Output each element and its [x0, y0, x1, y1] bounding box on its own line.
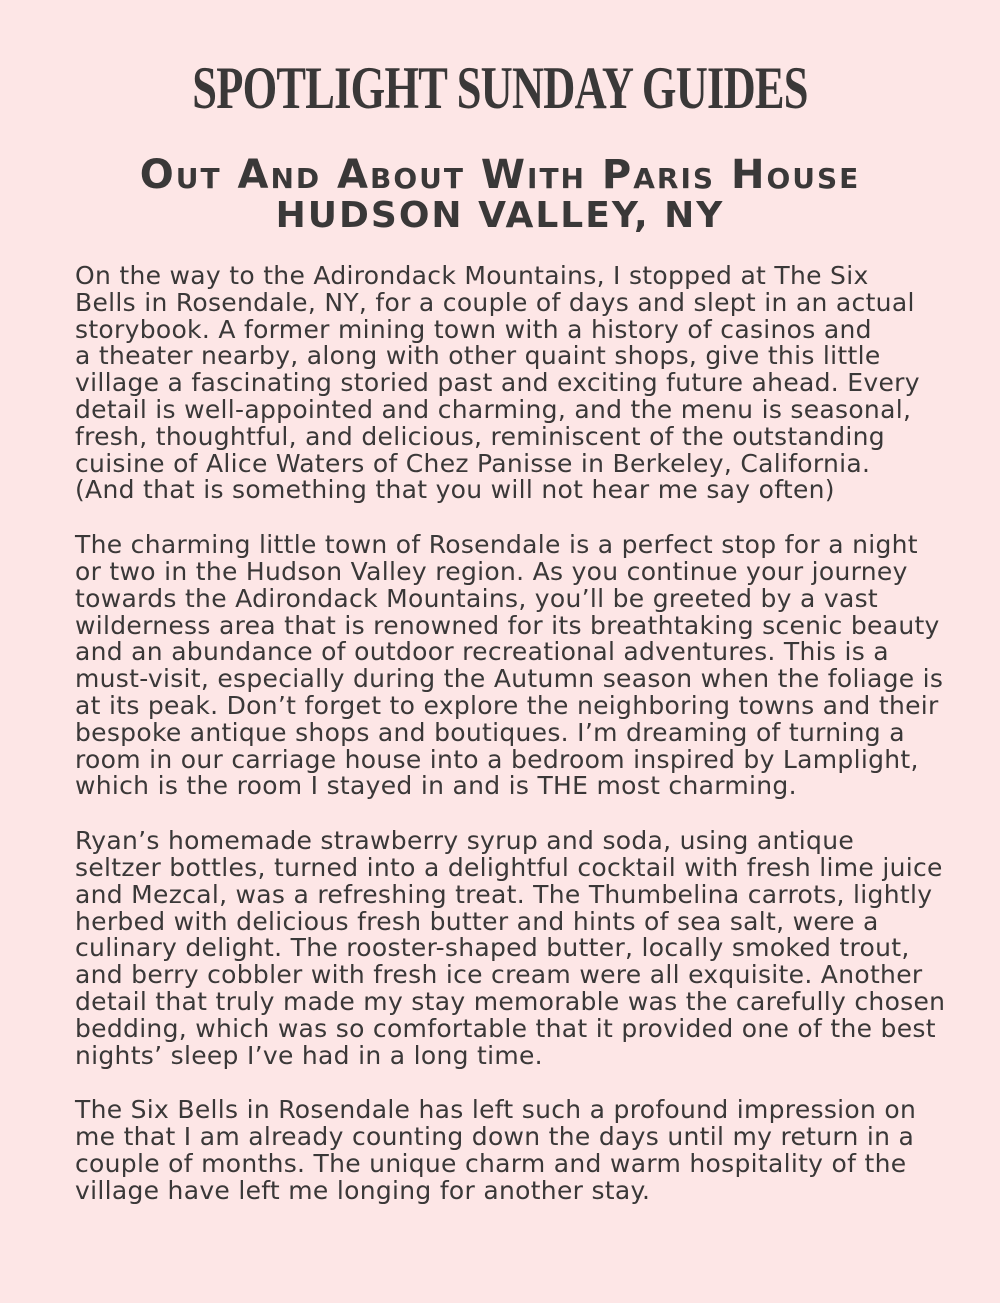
paragraph-line: herbed with delicious fresh butter and hints of sea salt, were a — [75, 906, 879, 936]
paragraph-line: detail that truly made my stay memorable was the carefully chosen — [75, 986, 946, 1016]
paragraph-line: culinary delight. The rooster-shaped butter, locally smoked trout, — [75, 933, 910, 963]
paragraph-line: which is the room I stayed in and is THE most charming. — [75, 771, 797, 801]
paragraph-line: and Mezcal, was a refreshing treat. The Thumbelina carrots, lightly — [75, 879, 933, 909]
paragraph-line: Ryan’s homemade strawberry syrup and soda, using antique — [75, 826, 855, 856]
paragraph-line: room in our carriage house into a bedroom inspired by Lamplight, — [75, 744, 919, 774]
paragraph-line: storybook. A former mining town with a history of casinos and — [75, 314, 872, 344]
paragraph-line: (And that is something that you will not hear me say often) — [75, 475, 835, 505]
paragraph-line: bedding, which was so comfortable that it provided one of the best — [75, 1013, 936, 1043]
article-paragraph — [75, 1097, 945, 1204]
article-paragraph — [75, 828, 945, 1069]
paragraph-line: wilderness area that is renowned for its breathtaking scenic beauty — [75, 610, 940, 640]
paragraph-line: fresh, thoughtful, and delicious, reminiscent of the outstanding — [75, 421, 885, 451]
article-paragraph — [75, 263, 945, 504]
paragraph-line: at its peak. Don’t forget to explore the neighboring towns and their — [75, 690, 939, 720]
paragraph-line: towards the Adirondack Mountains, you’ll be greeted by a vast — [75, 583, 879, 613]
masthead-title: SPOTLIGHT SUNDAY GUIDES — [192, 55, 808, 121]
paragraph-line: The charming little town of Rosendale is a perfect stop for a night — [75, 530, 918, 560]
paragraph-line: The Six Bells in Rosendale has left such a profound impression on — [75, 1095, 917, 1125]
article-location: HUDSON VALLEY, NY — [275, 195, 725, 236]
paragraph-line: couple of months. The unique charm and warm hospitality of the — [75, 1148, 907, 1178]
paragraph-line: cuisine of Alice Waters of Chez Panisse in Berkeley, California. — [75, 448, 871, 478]
paragraph-line: and berry cobbler with fresh ice cream were all exquisite. Another — [75, 960, 923, 990]
paragraph-line: detail is well-appointed and charming, and the menu is seasonal, — [75, 394, 912, 424]
paragraph-line: a theater nearby, along with other quaint shops, give this little — [75, 341, 881, 371]
paragraph-line: must-visit, especially during the Autumn season when the foliage is — [75, 664, 944, 694]
paragraph-line: village a fascinating storied past and exciting future ahead. Every — [75, 368, 920, 398]
paragraph-line: On the way to the Adirondack Mountains, I stopped at The Six — [75, 261, 869, 290]
article-body — [75, 263, 945, 1233]
paragraph-line: or two in the Hudson Valley region. As you continue your journey — [75, 556, 908, 586]
article-paragraph — [75, 532, 945, 800]
paragraph-line: me that I am already counting down the days until my return in a — [75, 1122, 915, 1152]
paragraph-line: and an abundance of outdoor recreational adventures. This is a — [75, 637, 889, 667]
paragraph-line: seltzer bottles, turned into a delightful cocktail with fresh lime juice — [75, 852, 943, 882]
article-subtitle: Out And About With Paris House — [139, 152, 861, 198]
paragraph-line: bespoke antique shops and boutiques. I’m dreaming of turning a — [75, 717, 905, 747]
paragraph-line: Bells in Rosendale, NY, for a couple of days and slept in an actual — [75, 287, 915, 317]
paragraph-line: village have left me longing for another stay. — [75, 1175, 651, 1205]
paragraph-line: nights’ sleep I’ve had in a long time. — [75, 1040, 543, 1070]
